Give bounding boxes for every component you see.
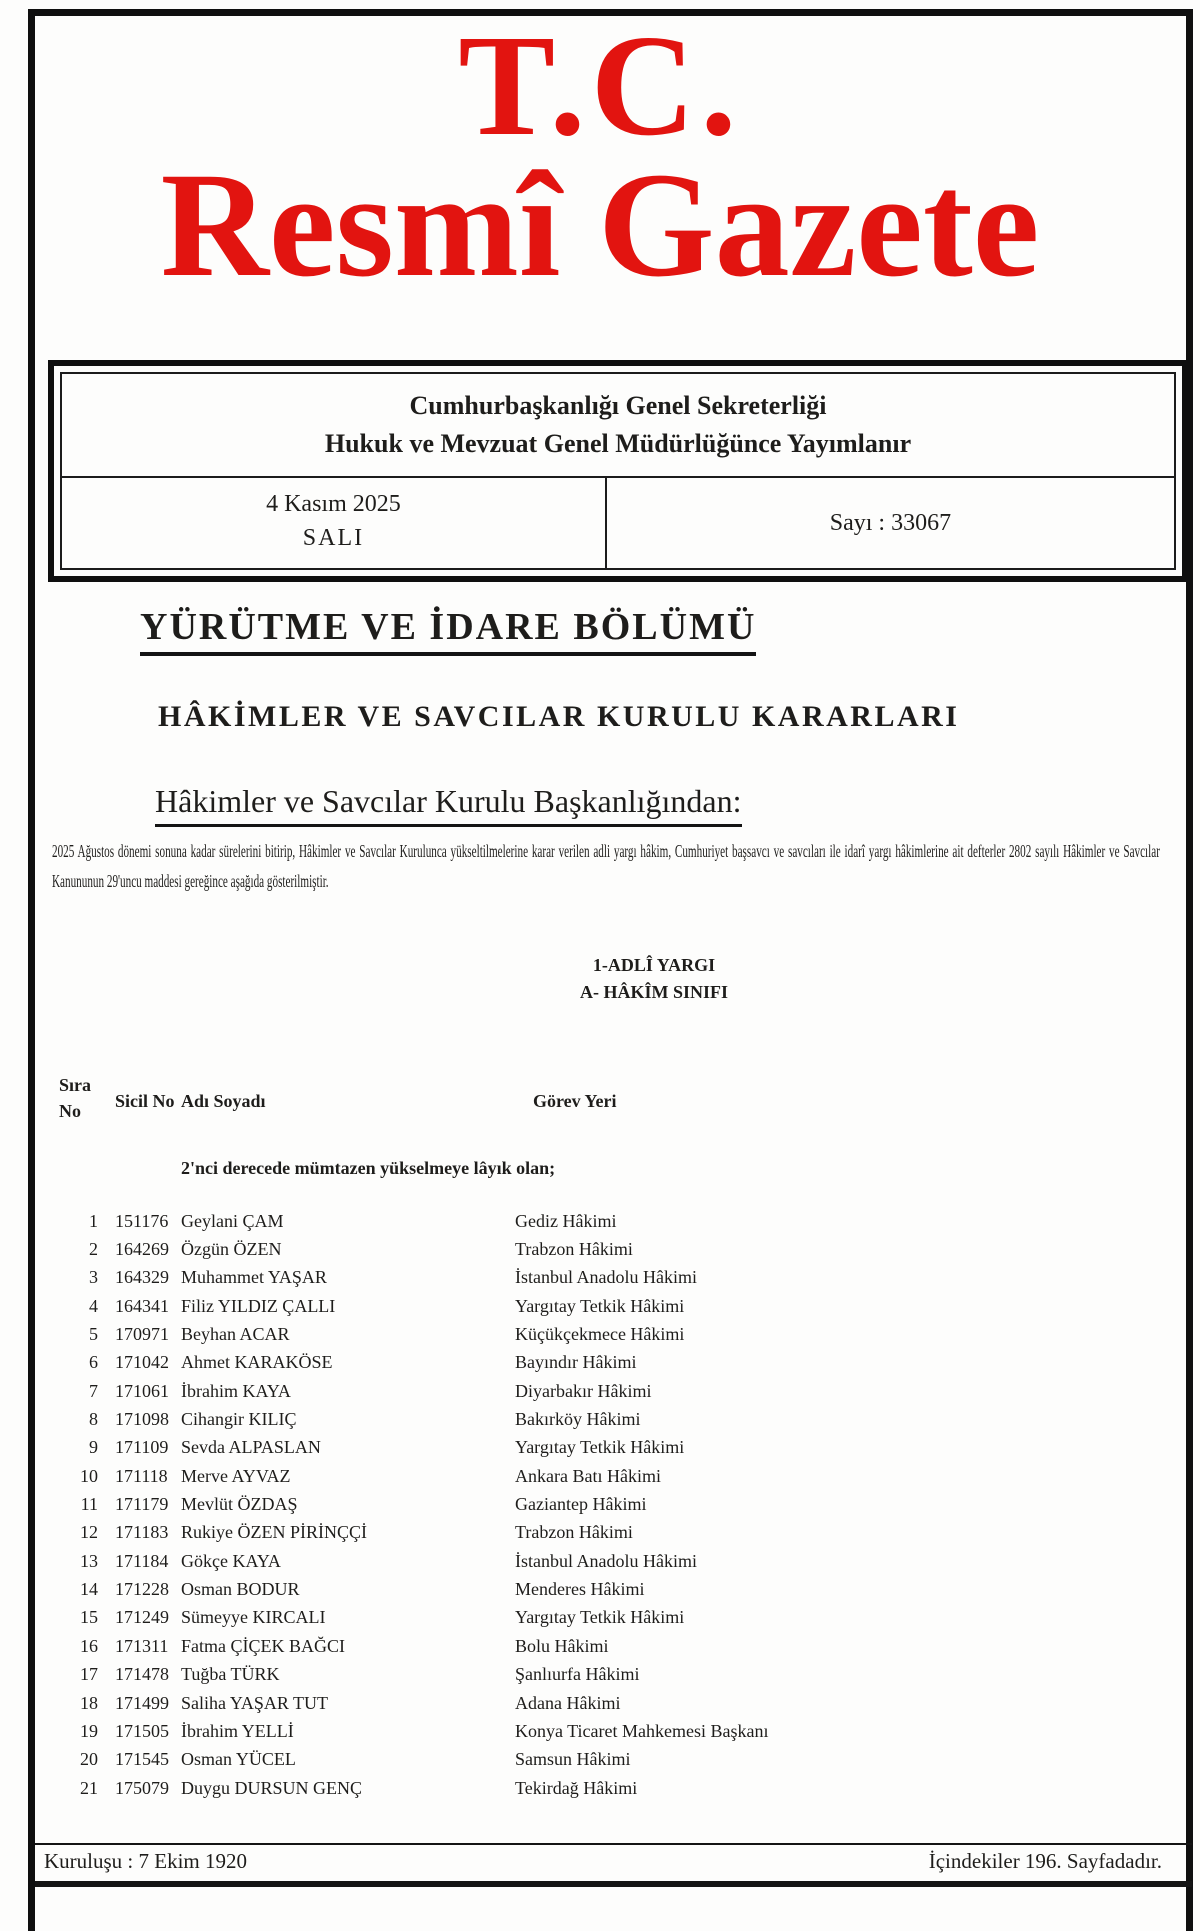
row-order-number: 15 bbox=[80, 1607, 98, 1628]
row-registry-number: 151176 bbox=[115, 1210, 169, 1231]
row-order-number: 18 bbox=[80, 1692, 98, 1713]
row-order-number: 10 bbox=[80, 1465, 98, 1486]
authority-heading: Hâkimler ve Savcılar Kurulu Başkanlığından: bbox=[155, 783, 742, 827]
table-row bbox=[55, 1377, 1160, 1405]
row-registry-number: 171183 bbox=[115, 1522, 169, 1543]
row-full-name: Duygu DURSUN GENÇ bbox=[181, 1777, 363, 1798]
row-registry-number: 170971 bbox=[115, 1324, 169, 1345]
row-duty-station: Diyarbakır Hâkimi bbox=[515, 1380, 652, 1401]
table-row bbox=[55, 1207, 1160, 1235]
row-full-name: Mevlüt ÖZDAŞ bbox=[181, 1494, 298, 1515]
table-row bbox=[55, 1320, 1160, 1348]
row-registry-number: 171098 bbox=[115, 1409, 169, 1430]
row-order-number: 14 bbox=[80, 1579, 98, 1600]
publication-info-box bbox=[48, 360, 1188, 582]
row-order-number: 2 bbox=[89, 1239, 98, 1260]
row-order-number: 3 bbox=[89, 1267, 98, 1288]
masthead-abbreviation: T.C. bbox=[458, 6, 742, 166]
row-order-number: 11 bbox=[80, 1494, 98, 1515]
page-footer bbox=[35, 1843, 1192, 1887]
row-duty-station: Trabzon Hâkimi bbox=[515, 1522, 633, 1543]
table-row bbox=[55, 1746, 1160, 1774]
list-heading-line-1: 1-ADLÎ YARGI bbox=[592, 955, 716, 975]
table-row bbox=[55, 1235, 1160, 1263]
row-registry-number: 171505 bbox=[115, 1720, 169, 1741]
row-full-name: Özgün ÖZEN bbox=[181, 1239, 282, 1260]
row-full-name: Muhammet YAŞAR bbox=[181, 1267, 327, 1288]
row-registry-number: 171109 bbox=[115, 1437, 169, 1458]
row-duty-station: Bolu Hâkimi bbox=[515, 1635, 609, 1656]
row-duty-station: İstanbul Anadolu Hâkimi bbox=[515, 1550, 697, 1571]
row-order-number: 4 bbox=[89, 1295, 98, 1316]
row-full-name: Fatma ÇİÇEK BAĞCI bbox=[181, 1635, 345, 1656]
publisher-line-1: Cumhurbaşkanlığı Genel Sekreterliği bbox=[409, 391, 827, 420]
row-duty-station: Bayındır Hâkimi bbox=[515, 1352, 637, 1373]
row-registry-number: 171545 bbox=[115, 1749, 169, 1770]
row-full-name: Sümeyye KIRCALI bbox=[181, 1607, 326, 1628]
promotion-table bbox=[55, 1072, 1160, 1798]
row-full-name: Osman BODUR bbox=[181, 1579, 300, 1600]
row-duty-station: Menderes Hâkimi bbox=[515, 1579, 645, 1600]
table-row bbox=[55, 1434, 1160, 1462]
row-duty-station: Yargıtay Tetkik Hâkimi bbox=[515, 1437, 685, 1458]
row-registry-number: 164269 bbox=[115, 1239, 169, 1260]
row-order-number: 12 bbox=[80, 1522, 98, 1543]
intro-paragraph: 2025 Ağustos dönemi sonuna kadar sürelerini bitirip, Hâkimler ve Savcılar Kurulunca yükseltilmelerine karar verilen adli yargı hâkim, Cumhuriyet başsavcı ve savcıları ile idarî yargı hâkimlerine ait defterler 2802 sayılı Hâkimler ve Savcılar Kanununun 29'uncu maddesi gereğince aşağıda gösterilmiştir. bbox=[52, 841, 1160, 891]
row-registry-number: 171249 bbox=[115, 1607, 169, 1628]
row-full-name: İbrahim YELLİ bbox=[181, 1720, 294, 1741]
row-full-name: Beyhan ACAR bbox=[181, 1324, 290, 1345]
table-row bbox=[55, 1661, 1160, 1689]
header-order-line2: No bbox=[59, 1101, 81, 1121]
header-order-number bbox=[55, 1072, 103, 1124]
row-order-number: 5 bbox=[89, 1324, 98, 1345]
row-registry-number: 171042 bbox=[115, 1352, 169, 1373]
row-full-name: Tuğba TÜRK bbox=[181, 1664, 280, 1685]
table-row bbox=[55, 1519, 1160, 1547]
date-issue-row bbox=[62, 478, 1174, 568]
issue-weekday: SALI bbox=[302, 525, 365, 551]
table-row bbox=[55, 1604, 1160, 1632]
table-row bbox=[55, 1264, 1160, 1292]
row-full-name: Rukiye ÖZEN PİRİNÇÇİ bbox=[181, 1522, 367, 1543]
row-full-name: Cihangir KILIÇ bbox=[181, 1409, 297, 1430]
row-duty-station: Trabzon Hâkimi bbox=[515, 1239, 633, 1260]
row-registry-number: 164341 bbox=[115, 1295, 169, 1316]
row-registry-number: 171228 bbox=[115, 1579, 169, 1600]
row-order-number: 9 bbox=[89, 1437, 98, 1458]
header-order-line1: Sıra bbox=[59, 1075, 92, 1095]
row-registry-number: 171184 bbox=[115, 1550, 169, 1571]
row-order-number: 7 bbox=[89, 1380, 98, 1401]
row-duty-station: Ankara Batı Hâkimi bbox=[515, 1465, 661, 1486]
header-duty-station: Görev Yeri bbox=[533, 1091, 617, 1111]
row-order-number: 20 bbox=[80, 1749, 98, 1770]
row-duty-station: Yargıtay Tetkik Hâkimi bbox=[515, 1607, 685, 1628]
publisher-line-2: Hukuk ve Mevzuat Genel Müdürlüğünce Yayımlanır bbox=[324, 429, 912, 458]
row-full-name: Sevda ALPASLAN bbox=[181, 1437, 321, 1458]
row-duty-station: İstanbul Anadolu Hâkimi bbox=[515, 1267, 697, 1288]
table-row bbox=[55, 1490, 1160, 1518]
publication-info-inner-box bbox=[60, 372, 1176, 570]
row-order-number: 17 bbox=[80, 1664, 98, 1685]
publisher-lines bbox=[62, 374, 1174, 478]
footer-text-row bbox=[35, 1845, 1192, 1881]
table-row bbox=[55, 1405, 1160, 1433]
footer-contents-note: İçindekiler 196. Sayfadadır. bbox=[928, 1849, 1162, 1873]
header-full-name: Adı Soyadı bbox=[181, 1091, 266, 1111]
row-duty-station: Tekirdağ Hâkimi bbox=[515, 1777, 638, 1798]
row-duty-station: Gaziantep Hâkimi bbox=[515, 1494, 647, 1515]
table-row bbox=[55, 1717, 1160, 1745]
row-duty-station: Bakırköy Hâkimi bbox=[515, 1409, 641, 1430]
header-registry-number: Sicil No bbox=[115, 1091, 175, 1111]
row-order-number: 6 bbox=[89, 1352, 98, 1373]
issue-date: 4 Kasım 2025 bbox=[266, 491, 401, 517]
table-header-row bbox=[55, 1072, 1160, 1130]
table-row bbox=[55, 1632, 1160, 1660]
row-order-number: 13 bbox=[80, 1550, 98, 1571]
footer-founding-date: Kuruluşu : 7 Ekim 1920 bbox=[44, 1849, 247, 1873]
row-order-number: 21 bbox=[80, 1777, 98, 1798]
list-heading bbox=[108, 952, 1200, 1006]
masthead-title: Resmî Gazete bbox=[160, 142, 1040, 308]
row-full-name: Geylani ÇAM bbox=[181, 1210, 284, 1231]
row-order-number: 16 bbox=[80, 1635, 98, 1656]
group-label: 2'nci derecede mümtazen yükselmeye lâyık olan; bbox=[181, 1158, 556, 1178]
chapter-title: HÂKİMLER VE SAVCILAR KURULU KARARLARI bbox=[158, 700, 960, 733]
row-registry-number: 171311 bbox=[115, 1635, 169, 1656]
table-row bbox=[55, 1575, 1160, 1603]
row-duty-station: Konya Ticaret Mahkemesi Başkanı bbox=[515, 1720, 769, 1741]
row-registry-number: 175079 bbox=[115, 1777, 169, 1798]
row-duty-station: Şanlıurfa Hâkimi bbox=[515, 1664, 640, 1685]
table-row bbox=[55, 1292, 1160, 1320]
row-duty-station: Gediz Hâkimi bbox=[515, 1210, 617, 1231]
row-duty-station: Yargıtay Tetkik Hâkimi bbox=[515, 1295, 685, 1316]
row-full-name: Filiz YILDIZ ÇALLI bbox=[181, 1295, 336, 1316]
row-full-name: Merve AYVAZ bbox=[181, 1465, 291, 1486]
row-registry-number: 164329 bbox=[115, 1267, 169, 1288]
section-title: YÜRÜTME VE İDARE BÖLÜMÜ bbox=[140, 607, 756, 656]
row-duty-station: Samsun Hâkimi bbox=[515, 1749, 631, 1770]
row-duty-station: Küçükçekmece Hâkimi bbox=[515, 1324, 685, 1345]
table-row bbox=[55, 1774, 1160, 1802]
row-order-number: 1 bbox=[89, 1210, 98, 1231]
table-row bbox=[55, 1689, 1160, 1717]
date-cell bbox=[62, 478, 607, 568]
issue-number: Sayı : 33067 bbox=[829, 509, 952, 536]
row-order-number: 8 bbox=[89, 1409, 98, 1430]
row-full-name: İbrahim KAYA bbox=[181, 1380, 291, 1401]
row-registry-number: 171061 bbox=[115, 1380, 169, 1401]
row-full-name: Gökçe KAYA bbox=[181, 1550, 281, 1571]
row-duty-station: Adana Hâkimi bbox=[515, 1692, 621, 1713]
table-rows bbox=[55, 1207, 1160, 1802]
row-registry-number: 171179 bbox=[115, 1494, 169, 1515]
row-registry-number: 171118 bbox=[115, 1465, 168, 1486]
table-row bbox=[55, 1547, 1160, 1575]
table-row bbox=[55, 1349, 1160, 1377]
row-full-name: Ahmet KARAKÖSE bbox=[181, 1352, 333, 1373]
table-row bbox=[55, 1462, 1160, 1490]
row-registry-number: 171478 bbox=[115, 1664, 169, 1685]
row-order-number: 19 bbox=[80, 1720, 98, 1741]
row-registry-number: 171499 bbox=[115, 1692, 169, 1713]
list-heading-line-2: A- HÂKÎM SINIFI bbox=[579, 982, 728, 1002]
row-full-name: Saliha YAŞAR TUT bbox=[181, 1692, 329, 1713]
row-full-name: Osman YÜCEL bbox=[181, 1749, 296, 1770]
